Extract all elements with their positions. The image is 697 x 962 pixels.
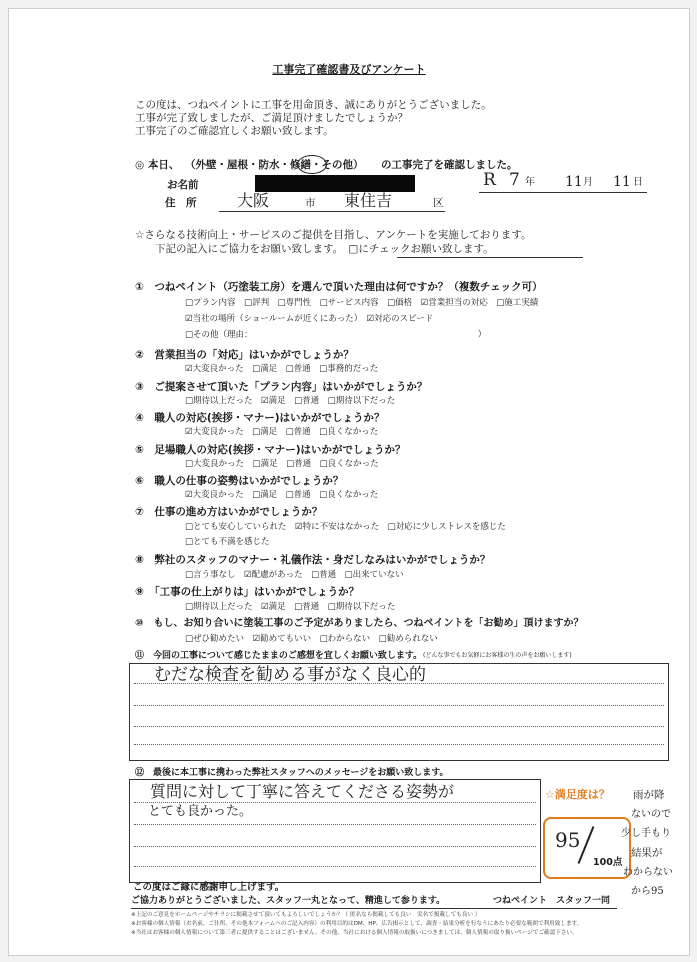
q12-handwritten-line-2: とても良かった。 [148, 804, 253, 819]
date-underline [479, 192, 647, 193]
q11-rule-2 [134, 705, 664, 706]
intro-line-3: 工事完了のご確認宜しくお願い致します。 [135, 125, 334, 137]
fine-print-3: ※当社はお客様の個人情報について第三者に提供することはございません。その他、当社における個人情報の取扱いにつきましては、個人情報の取り扱いページでご確認下さい。 [131, 930, 578, 936]
q5-options[interactable]: □大変良かった □満足 □普通 □良くなかった [185, 459, 379, 469]
intro-line-2: 工事が完了致しましたが、ご満足頂けましたでしょうか？ [135, 112, 408, 124]
footer-rule [131, 908, 617, 909]
satisfaction-comment-2: ないので [631, 809, 671, 820]
fine-print-2: ※お客様の個人情報（お名前、ご住所、その他本フォームへのご記入内容）の利用目的はDM、HP、広告掲示として、調査・結果分析を行なうにあたり必要な範囲で利用致します。 [131, 921, 583, 927]
question-4: ④ 職人の対応(挨拶・マナー)はいかがでしょうか？ [135, 412, 385, 424]
q8-options[interactable]: □言う事なし ☑配慮があった □普通 □出来ていない [185, 570, 404, 580]
footer-gratitude: この度はご縁に感謝申し上げます。 [133, 882, 285, 893]
question-8: ⑧ 弊社のスタッフのマナー・礼儀作法・身だしなみはいかがでしょうか？ [135, 554, 491, 566]
footer-thanks: ご協力ありがとうございました、スタッフ一丸となって、精進して参ります。 [131, 896, 446, 906]
request-line-2: 下記の記入にご協力をお願い致します。 □にチェックお願い致します。 [155, 243, 494, 255]
question-1: ① つねペイント（巧塗装工房）を選んで頂いた理由は何ですか？（複数チェック可） [135, 281, 543, 293]
satisfaction-comment-4: 結果が [631, 847, 663, 859]
handwritten-ward: 東住吉 [344, 191, 393, 210]
year-unit: 年 [525, 177, 535, 188]
survey-sheet [8, 8, 690, 956]
q7-options-row-2[interactable]: □とても不満を感じた [185, 537, 270, 547]
intro-line-1: この度は、つねペイントに工事を用命頂き、誠にありがとうございました。 [135, 99, 492, 111]
q12-answer-box[interactable] [129, 779, 541, 883]
q12-rule-3 [134, 846, 536, 847]
question-7: ⑦ 仕事の進め方はいかがでしょうか？ [135, 506, 323, 518]
month-unit: 月 [583, 177, 593, 188]
satisfaction-max: 100点 [593, 857, 623, 868]
question-5: ⑤ 足場職人の対応(挨拶・マナー)はいかがでしょうか？ [135, 444, 406, 456]
q3-options[interactable]: □期待以上だった ☑満足 □普通 □期待以下だった [185, 396, 396, 406]
footer-signature: つねペイント スタッフ一同 [493, 896, 611, 906]
question-11: ⑪ 今回の工事について感じたままのご感想を宜しくお願い致します。 [135, 651, 423, 661]
address-label: 住 所 [165, 197, 197, 209]
city-unit: 市 [305, 197, 316, 209]
day-unit: 日 [633, 177, 643, 188]
question-11-note: (どんな事でもお気軽にお客様の生の声をお願いします) [423, 652, 572, 659]
fine-print-1: ※上記のご意見をホームページやチラシに掲載させて頂いてもよろしいでしょうか？（ 匿名なら掲載しても良い 実名で掲載しても良い ） [131, 912, 481, 918]
question-6: ⑥ 職人の仕事の姿勢はいかがでしょうか？ [135, 475, 344, 487]
q6-options[interactable]: ☑大変良かった □満足 □普通 □良くなかった [185, 490, 379, 500]
date-era: R [483, 170, 496, 190]
q12-rule-4 [134, 866, 536, 867]
ward-unit: 区 [433, 197, 444, 209]
confirm-suffix: の工事完了を確認しました。 [381, 159, 518, 171]
satisfaction-comment-6: から95 [631, 886, 664, 897]
handwritten-prefecture: 大阪 [237, 191, 270, 210]
q4-options[interactable]: ☑大変良かった □満足 □普通 □良くなかった [185, 427, 379, 437]
q2-options[interactable]: ☑大変良かった □満足 □普通 □事務的だった [185, 364, 379, 374]
date-year: 7 [509, 170, 520, 190]
q12-rule-2 [134, 824, 536, 825]
q11-answer-box[interactable] [129, 663, 669, 761]
question-9: ⑨ 「工事の仕上がりは」はいかがでしょうか？ [135, 586, 360, 598]
question-10: ⑩ もし、お知り合いに塗装工事のご予定がありましたら、つねペイントを「お勧め」頂けますか？ [135, 618, 584, 629]
document-title: 工事完了確認書及びアンケート [272, 63, 426, 76]
question-3: ③ ご提案させて頂いた「プラン内容」はいかがでしょうか？ [135, 381, 428, 393]
name-redaction [255, 175, 415, 192]
question-2: ② 営業担当の「対応」はいかがでしょうか？ [135, 349, 354, 361]
q11-handwritten-answer: むだな検査を勧める事がなく良心的 [154, 665, 426, 685]
address-underline [219, 211, 445, 212]
q1-options-row-2[interactable]: ☑当社の場所（ショールームが近くにあった） ☑対応のスピード [185, 314, 434, 324]
satisfaction-comment-1: 雨が降 [633, 789, 665, 801]
request-line-1: ☆さらなる技術向上・サービスのご提供を目指し、アンケートを実施しております。 [135, 229, 532, 241]
satisfaction-comment-5: わからない [623, 867, 673, 878]
work-types: （外壁・屋根・防水・修繕・その他） [185, 159, 364, 171]
q12-rule-1 [134, 802, 536, 803]
q1-options-row-1[interactable]: □プラン内容 □評判 □専門性 □サービス内容 □価格 ☑営業担当の対応 □施工実績 [185, 298, 539, 308]
date-month: 11 [565, 174, 583, 190]
confirm-prefix: ◎ 本日、 [135, 159, 180, 171]
q7-options-row-1[interactable]: □とても安心していられた ☑特に不安はなかった □対応に少しストレスを感じた [185, 522, 506, 532]
satisfaction-label: ☆満足度は？ [545, 788, 610, 801]
q11-rule-4 [134, 744, 664, 745]
q10-options[interactable]: □ぜひ勧めたい ☑勧めてもいい □わからない □勧められない [185, 634, 438, 644]
q1-options-row-3[interactable]: □その他（理由： ） [185, 330, 487, 340]
repair-circle-mark [297, 155, 327, 174]
name-label: お名前 [167, 179, 199, 191]
q9-options[interactable]: □期待以上だった ☑満足 □普通 □期待以下だった [185, 602, 396, 612]
satisfaction-score: 95 [555, 828, 581, 852]
satisfaction-comment-3: 少し手もり [621, 828, 671, 839]
q12-handwritten-line-1: 質問に対して丁寧に答えてくださる姿勢が [150, 782, 455, 801]
date-day: 11 [613, 174, 631, 190]
question-12: ⑫ 最後に本工事に携わった弊社スタッフへのメッセージをお願い致します。 [135, 768, 449, 778]
q11-rule-3 [134, 726, 664, 727]
request-underline [397, 257, 583, 258]
satisfaction-score-box[interactable] [543, 817, 631, 879]
